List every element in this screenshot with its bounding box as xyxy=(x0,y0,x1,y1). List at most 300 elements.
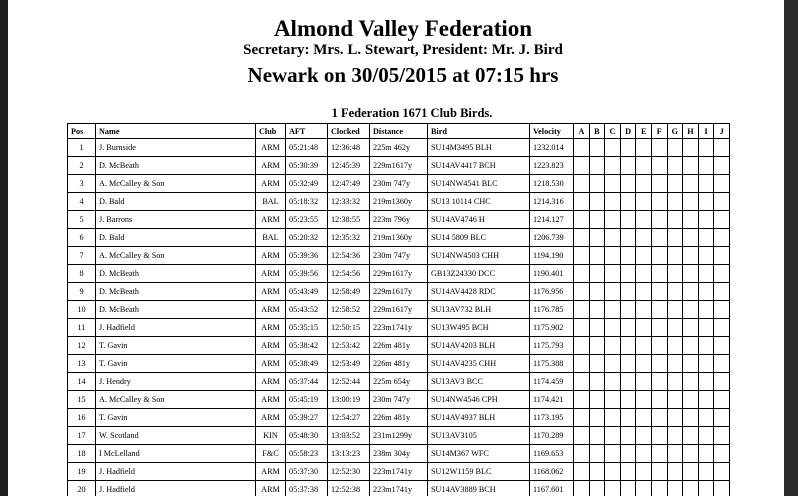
empty-mark-cell xyxy=(636,373,652,391)
empty-mark-cell xyxy=(683,157,699,175)
empty-mark-cell xyxy=(651,229,667,247)
empty-mark-cell xyxy=(714,229,730,247)
empty-mark-cell xyxy=(620,229,636,247)
aft-cell: 05:18:32 xyxy=(286,193,328,211)
table-row xyxy=(68,265,730,283)
name-cell: W. Scotland xyxy=(96,427,256,445)
club-cell: ARM xyxy=(256,139,286,157)
aft-cell: 05:35:15 xyxy=(286,319,328,337)
empty-mark-cell xyxy=(667,247,683,265)
empty-mark-cell xyxy=(605,463,621,481)
pos-cell: 8 xyxy=(68,265,96,283)
empty-mark-cell xyxy=(683,319,699,337)
club-cell: F&C xyxy=(256,445,286,463)
pos-cell: 15 xyxy=(68,391,96,409)
empty-mark-cell xyxy=(651,445,667,463)
table-row xyxy=(68,409,730,427)
empty-mark-cell xyxy=(714,139,730,157)
empty-mark-cell xyxy=(620,481,636,496)
col-header: Name xyxy=(96,124,256,139)
clocked-cell: 12:52:30 xyxy=(328,463,370,481)
bird-cell: SU14AV3889 BCH xyxy=(428,481,530,496)
velocity-cell: 1176.956 xyxy=(530,283,574,301)
empty-mark-cell xyxy=(667,139,683,157)
empty-mark-cell xyxy=(605,301,621,319)
aft-cell: 05:48:30 xyxy=(286,427,328,445)
empty-mark-cell xyxy=(683,175,699,193)
empty-mark-cell xyxy=(698,229,714,247)
empty-mark-cell xyxy=(605,157,621,175)
distance-cell: 229m1617y xyxy=(370,265,428,283)
velocity-cell: 1214.127 xyxy=(530,211,574,229)
empty-mark-cell xyxy=(620,319,636,337)
aft-cell: 05:39:27 xyxy=(286,409,328,427)
aft-cell: 05:37:30 xyxy=(286,463,328,481)
bird-cell: SU14AV4417 BCH xyxy=(428,157,530,175)
empty-mark-cell xyxy=(698,373,714,391)
club-cell: ARM xyxy=(256,355,286,373)
col-header: Pos xyxy=(68,124,96,139)
bird-cell: SU14NW4541 BLC xyxy=(428,175,530,193)
distance-cell: 230m 747y xyxy=(370,391,428,409)
col-header: H xyxy=(683,124,699,139)
table-row xyxy=(68,445,730,463)
empty-mark-cell xyxy=(651,481,667,496)
name-cell: D. McBeath xyxy=(96,283,256,301)
empty-mark-cell xyxy=(636,283,652,301)
aft-cell: 05:20:32 xyxy=(286,229,328,247)
officials-line: Secretary: Mrs. L. Stewart, President: Mr. J. Bird xyxy=(243,42,563,58)
empty-mark-cell xyxy=(714,427,730,445)
empty-mark-cell xyxy=(574,157,590,175)
empty-mark-cell xyxy=(698,157,714,175)
right-scroll-area[interactable] xyxy=(784,0,798,496)
clocked-cell: 12:52:38 xyxy=(328,481,370,496)
federation-title: Almond Valley Federation xyxy=(273,16,533,41)
empty-mark-cell xyxy=(683,139,699,157)
bird-cell: SU14NW4546 CPH xyxy=(428,391,530,409)
empty-mark-cell xyxy=(667,175,683,193)
empty-mark-cell xyxy=(636,445,652,463)
empty-mark-cell xyxy=(620,445,636,463)
empty-mark-cell xyxy=(589,481,605,496)
bird-cell: GB13Z24330 DCC xyxy=(428,265,530,283)
col-header: E xyxy=(636,124,652,139)
empty-mark-cell xyxy=(605,427,621,445)
empty-mark-cell xyxy=(667,481,683,496)
empty-mark-cell xyxy=(620,463,636,481)
velocity-cell: 1175.902 xyxy=(530,319,574,337)
empty-mark-cell xyxy=(574,193,590,211)
empty-mark-cell xyxy=(651,391,667,409)
clocked-cell: 12:54:56 xyxy=(328,265,370,283)
empty-mark-cell xyxy=(574,427,590,445)
empty-mark-cell xyxy=(636,463,652,481)
clocked-cell: 12:33:32 xyxy=(328,193,370,211)
bird-cell: SU13AV732 BLH xyxy=(428,301,530,319)
distance-cell: 231m1299y xyxy=(370,427,428,445)
pos-cell: 9 xyxy=(68,283,96,301)
distance-cell: 225m 654y xyxy=(370,373,428,391)
empty-mark-cell xyxy=(683,265,699,283)
aft-cell: 05:43:52 xyxy=(286,301,328,319)
empty-mark-cell xyxy=(620,373,636,391)
empty-mark-cell xyxy=(605,193,621,211)
velocity-cell: 1190.401 xyxy=(530,265,574,283)
empty-mark-cell xyxy=(589,373,605,391)
empty-mark-cell xyxy=(574,139,590,157)
velocity-cell: 1174.459 xyxy=(530,373,574,391)
bird-cell: SU14AV4937 BLH xyxy=(428,409,530,427)
empty-mark-cell xyxy=(714,463,730,481)
empty-mark-cell xyxy=(589,265,605,283)
distance-cell: 223m1741y xyxy=(370,319,428,337)
club-cell: BAL xyxy=(256,229,286,247)
distance-cell: 223m1741y xyxy=(370,463,428,481)
clocked-cell: 12:53:49 xyxy=(328,355,370,373)
empty-mark-cell xyxy=(651,301,667,319)
empty-mark-cell xyxy=(651,211,667,229)
empty-mark-cell xyxy=(636,139,652,157)
table-row xyxy=(68,301,730,319)
empty-mark-cell xyxy=(698,193,714,211)
club-cell: ARM xyxy=(256,247,286,265)
empty-mark-cell xyxy=(605,319,621,337)
empty-mark-cell xyxy=(605,445,621,463)
empty-mark-cell xyxy=(574,481,590,496)
race-heading: Newark on 30/05/2015 at 07:15 hrs xyxy=(247,63,559,87)
empty-mark-cell xyxy=(574,373,590,391)
empty-mark-cell xyxy=(698,445,714,463)
empty-mark-cell xyxy=(589,463,605,481)
empty-mark-cell xyxy=(698,139,714,157)
empty-mark-cell xyxy=(667,211,683,229)
club-cell: KIN xyxy=(256,427,286,445)
empty-mark-cell xyxy=(589,229,605,247)
name-cell: J. Hadfield xyxy=(96,319,256,337)
table-row xyxy=(68,283,730,301)
empty-mark-cell xyxy=(636,481,652,496)
empty-mark-cell xyxy=(698,283,714,301)
club-cell: ARM xyxy=(256,319,286,337)
bird-cell: SU13W495 BCH xyxy=(428,319,530,337)
empty-mark-cell xyxy=(714,337,730,355)
empty-mark-cell xyxy=(714,355,730,373)
empty-mark-cell xyxy=(636,409,652,427)
empty-mark-cell xyxy=(620,211,636,229)
empty-mark-cell xyxy=(605,247,621,265)
club-cell: ARM xyxy=(256,463,286,481)
empty-mark-cell xyxy=(714,373,730,391)
velocity-cell: 1218.530 xyxy=(530,175,574,193)
bird-cell: SU14M367 WFC xyxy=(428,445,530,463)
empty-mark-cell xyxy=(620,283,636,301)
club-cell: ARM xyxy=(256,391,286,409)
col-header: Distance xyxy=(370,124,428,139)
name-cell: A. McCalley & Son xyxy=(96,175,256,193)
club-cell: ARM xyxy=(256,373,286,391)
clocked-cell: 12:58:49 xyxy=(328,283,370,301)
table-row xyxy=(68,391,730,409)
clocked-cell: 13:03:52 xyxy=(328,427,370,445)
empty-mark-cell xyxy=(698,391,714,409)
empty-mark-cell xyxy=(683,481,699,496)
empty-mark-cell xyxy=(667,265,683,283)
table-header-row xyxy=(68,124,730,139)
name-cell: D. McBeath xyxy=(96,265,256,283)
document-page xyxy=(8,0,784,496)
empty-mark-cell xyxy=(698,301,714,319)
aft-cell: 05:38:42 xyxy=(286,337,328,355)
aft-cell: 05:30:39 xyxy=(286,157,328,175)
pos-cell: 20 xyxy=(68,481,96,496)
empty-mark-cell xyxy=(636,427,652,445)
empty-mark-cell xyxy=(636,301,652,319)
empty-mark-cell xyxy=(636,157,652,175)
aft-cell: 05:39:56 xyxy=(286,265,328,283)
velocity-cell: 1169.653 xyxy=(530,445,574,463)
distance-cell: 238m 304y xyxy=(370,445,428,463)
empty-mark-cell xyxy=(667,409,683,427)
empty-mark-cell xyxy=(589,391,605,409)
empty-mark-cell xyxy=(589,301,605,319)
pos-cell: 7 xyxy=(68,247,96,265)
velocity-cell: 1175.793 xyxy=(530,337,574,355)
empty-mark-cell xyxy=(651,355,667,373)
pos-cell: 10 xyxy=(68,301,96,319)
col-header: F xyxy=(651,124,667,139)
empty-mark-cell xyxy=(605,211,621,229)
empty-mark-cell xyxy=(667,463,683,481)
empty-mark-cell xyxy=(667,193,683,211)
empty-mark-cell xyxy=(620,175,636,193)
empty-mark-cell xyxy=(698,355,714,373)
empty-mark-cell xyxy=(683,211,699,229)
empty-mark-cell xyxy=(714,175,730,193)
empty-mark-cell xyxy=(589,193,605,211)
clocked-cell: 12:54:36 xyxy=(328,247,370,265)
name-cell: T. Gavin xyxy=(96,409,256,427)
empty-mark-cell xyxy=(589,157,605,175)
distance-cell: 223m1741y xyxy=(370,481,428,496)
empty-mark-cell xyxy=(651,409,667,427)
bird-cell: SU13AV3105 xyxy=(428,427,530,445)
empty-mark-cell xyxy=(667,319,683,337)
name-cell: T. Gavin xyxy=(96,337,256,355)
empty-mark-cell xyxy=(714,445,730,463)
empty-mark-cell xyxy=(620,247,636,265)
empty-mark-cell xyxy=(651,427,667,445)
empty-mark-cell xyxy=(589,211,605,229)
empty-mark-cell xyxy=(667,301,683,319)
bird-cell: SU14AV4746 H xyxy=(428,211,530,229)
empty-mark-cell xyxy=(574,355,590,373)
clocked-cell: 12:35:32 xyxy=(328,229,370,247)
empty-mark-cell xyxy=(636,265,652,283)
bird-cell: SU14 5809 BLC xyxy=(428,229,530,247)
aft-cell: 05:23:55 xyxy=(286,211,328,229)
empty-mark-cell xyxy=(714,193,730,211)
results-table xyxy=(67,123,730,496)
name-cell: J. Burnside xyxy=(96,139,256,157)
distance-cell: 229m1617y xyxy=(370,283,428,301)
velocity-cell: 1168.062 xyxy=(530,463,574,481)
empty-mark-cell xyxy=(620,193,636,211)
col-header: B xyxy=(589,124,605,139)
distance-cell: 219m1360y xyxy=(370,229,428,247)
empty-mark-cell xyxy=(683,337,699,355)
table-row xyxy=(68,229,730,247)
velocity-cell: 1176.785 xyxy=(530,301,574,319)
empty-mark-cell xyxy=(605,373,621,391)
col-header: Bird xyxy=(428,124,530,139)
velocity-cell: 1167.601 xyxy=(530,481,574,496)
empty-mark-cell xyxy=(698,265,714,283)
pos-cell: 17 xyxy=(68,427,96,445)
table-row xyxy=(68,157,730,175)
empty-mark-cell xyxy=(589,175,605,193)
aft-cell: 05:21:48 xyxy=(286,139,328,157)
empty-mark-cell xyxy=(589,355,605,373)
empty-mark-cell xyxy=(574,463,590,481)
velocity-cell: 1194.190 xyxy=(530,247,574,265)
empty-mark-cell xyxy=(574,247,590,265)
left-window-edge xyxy=(0,0,8,496)
empty-mark-cell xyxy=(574,337,590,355)
empty-mark-cell xyxy=(620,301,636,319)
empty-mark-cell xyxy=(714,211,730,229)
table-row xyxy=(68,463,730,481)
club-cell: ARM xyxy=(256,283,286,301)
col-header: Velocity xyxy=(530,124,574,139)
distance-cell: 229m1617y xyxy=(370,157,428,175)
empty-mark-cell xyxy=(589,409,605,427)
distance-cell: 226m 481y xyxy=(370,355,428,373)
bird-cell: SU13 10114 CHC xyxy=(428,193,530,211)
club-cell: ARM xyxy=(256,481,286,496)
aft-cell: 05:58:23 xyxy=(286,445,328,463)
table-row xyxy=(68,319,730,337)
empty-mark-cell xyxy=(683,193,699,211)
empty-mark-cell xyxy=(605,409,621,427)
empty-mark-cell xyxy=(667,337,683,355)
table-row xyxy=(68,193,730,211)
empty-mark-cell xyxy=(636,355,652,373)
col-header: G xyxy=(667,124,683,139)
empty-mark-cell xyxy=(714,319,730,337)
club-cell: ARM xyxy=(256,157,286,175)
velocity-cell: 1232.014 xyxy=(530,139,574,157)
velocity-cell: 1174.421 xyxy=(530,391,574,409)
empty-mark-cell xyxy=(683,391,699,409)
empty-mark-cell xyxy=(620,139,636,157)
velocity-cell: 1173.195 xyxy=(530,409,574,427)
empty-mark-cell xyxy=(605,391,621,409)
table-row xyxy=(68,481,730,496)
pos-cell: 5 xyxy=(68,211,96,229)
clocked-cell: 12:45:39 xyxy=(328,157,370,175)
pos-cell: 16 xyxy=(68,409,96,427)
name-cell: J. Barrons xyxy=(96,211,256,229)
aft-cell: 05:37:44 xyxy=(286,373,328,391)
bird-cell: SU14AV4235 CHH xyxy=(428,355,530,373)
empty-mark-cell xyxy=(589,247,605,265)
aft-cell: 05:45:19 xyxy=(286,391,328,409)
empty-mark-cell xyxy=(605,175,621,193)
empty-mark-cell xyxy=(574,445,590,463)
empty-mark-cell xyxy=(651,157,667,175)
velocity-cell: 1214.316 xyxy=(530,193,574,211)
distance-cell: 219m1360y xyxy=(370,193,428,211)
club-cell: ARM xyxy=(256,265,286,283)
table-row xyxy=(68,355,730,373)
table-row xyxy=(68,427,730,445)
empty-mark-cell xyxy=(714,283,730,301)
club-cell: ARM xyxy=(256,337,286,355)
club-cell: ARM xyxy=(256,175,286,193)
empty-mark-cell xyxy=(574,301,590,319)
col-header: Club xyxy=(256,124,286,139)
club-cell: BAL xyxy=(256,193,286,211)
empty-mark-cell xyxy=(698,319,714,337)
empty-mark-cell xyxy=(574,265,590,283)
empty-mark-cell xyxy=(636,229,652,247)
table-row xyxy=(68,139,730,157)
velocity-cell: 1206.739 xyxy=(530,229,574,247)
empty-mark-cell xyxy=(667,373,683,391)
empty-mark-cell xyxy=(620,355,636,373)
empty-mark-cell xyxy=(714,265,730,283)
empty-mark-cell xyxy=(651,175,667,193)
name-cell: I McLelland xyxy=(96,445,256,463)
pos-cell: 19 xyxy=(68,463,96,481)
results-caption: 1 Federation 1671 Club Birds. xyxy=(331,106,493,120)
distance-cell: 225m 462y xyxy=(370,139,428,157)
empty-mark-cell xyxy=(683,283,699,301)
empty-mark-cell xyxy=(574,391,590,409)
name-cell: T. Gavin xyxy=(96,355,256,373)
empty-mark-cell xyxy=(574,409,590,427)
clocked-cell: 12:50:15 xyxy=(328,319,370,337)
col-header: Clocked xyxy=(328,124,370,139)
distance-cell: 226m 481y xyxy=(370,337,428,355)
col-header: AFT xyxy=(286,124,328,139)
empty-mark-cell xyxy=(589,139,605,157)
col-header: C xyxy=(605,124,621,139)
empty-mark-cell xyxy=(698,463,714,481)
aft-cell: 05:43:49 xyxy=(286,283,328,301)
empty-mark-cell xyxy=(620,157,636,175)
bird-cell: SU13AV3 BCC xyxy=(428,373,530,391)
empty-mark-cell xyxy=(605,229,621,247)
empty-mark-cell xyxy=(683,463,699,481)
empty-mark-cell xyxy=(636,337,652,355)
empty-mark-cell xyxy=(605,283,621,301)
empty-mark-cell xyxy=(605,481,621,496)
empty-mark-cell xyxy=(683,301,699,319)
empty-mark-cell xyxy=(714,391,730,409)
empty-mark-cell xyxy=(698,211,714,229)
empty-mark-cell xyxy=(683,445,699,463)
table-row xyxy=(68,337,730,355)
empty-mark-cell xyxy=(651,283,667,301)
empty-mark-cell xyxy=(636,319,652,337)
empty-mark-cell xyxy=(667,157,683,175)
distance-cell: 223m 796y xyxy=(370,211,428,229)
clocked-cell: 12:53:42 xyxy=(328,337,370,355)
col-header: J xyxy=(714,124,730,139)
empty-mark-cell xyxy=(605,355,621,373)
